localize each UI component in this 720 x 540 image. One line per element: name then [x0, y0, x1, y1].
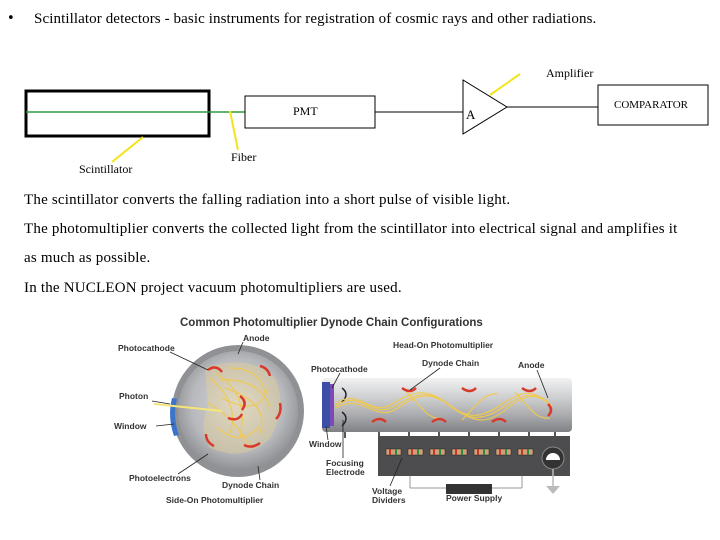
- photon-label: Photon: [119, 391, 149, 401]
- voltage-dividers: [386, 449, 533, 455]
- amplifier-symbol: A: [466, 107, 476, 122]
- power-supply-label: Power Supply: [446, 493, 503, 503]
- ground-icon: [546, 486, 560, 494]
- side-on-pmt: [114, 333, 304, 505]
- paragraph-nucleon: In the NUCLEON project vacuum photomultipliers are used.: [24, 280, 402, 296]
- side-on-window-label: Window: [114, 421, 147, 431]
- head-on-photocathode-label: Photocathode: [311, 364, 368, 374]
- comparator-label: COMPARATOR: [614, 99, 688, 111]
- side-on-dynode-chain-label: Dynode Chain: [222, 480, 280, 490]
- figure-title: Common Photomultiplier Dynode Chain Configurations: [180, 317, 483, 329]
- side-on-photocathode-label: Photocathode: [118, 343, 175, 353]
- amplifier-pointer: [490, 74, 520, 95]
- photoelectrons-label: Photoelectrons: [129, 473, 191, 483]
- bullet: •: [7, 11, 15, 26]
- divider-board: [378, 436, 570, 476]
- focusing-electrode-label: Focusing Electrode: [326, 458, 365, 477]
- head-on-anode-label: Anode: [518, 360, 545, 370]
- head-on-pmt: [309, 340, 572, 505]
- photomultiplier-figure: [110, 308, 582, 510]
- paragraph-scintillator: The scintillator converts the falling radiation into a short pulse of visible light.: [24, 192, 511, 208]
- pmt-label: PMT: [293, 104, 318, 118]
- slide-heading: Scintillator detectors - basic instruments for registration of cosmic rays and other radiations.: [34, 11, 597, 27]
- head-on-caption: Head-On Photomultiplier: [393, 340, 494, 350]
- head-on-window: [322, 382, 330, 428]
- head-on-window-label: Window: [309, 439, 342, 449]
- detector-schematic: [0, 0, 720, 185]
- amplifier-label: Amplifier: [546, 66, 594, 80]
- fiber-pointer: [230, 111, 238, 150]
- paragraph-amplify: as much as possible.: [24, 250, 151, 266]
- side-on-caption: Side-On Photomultiplier: [166, 495, 264, 505]
- scintillator-label: Scintillator: [79, 162, 133, 176]
- paragraph-photomultiplier: The photomultiplier converts the collected light from the scintillator into electrical signal and amplifies it: [24, 221, 678, 237]
- side-on-anode-label: Anode: [243, 333, 270, 343]
- scintillator-box: [26, 91, 209, 136]
- fiber-label: Fiber: [231, 150, 257, 164]
- scintillator-pointer: [112, 137, 143, 162]
- head-on-dynode-chain-label: Dynode Chain: [422, 358, 480, 368]
- voltage-dividers-label: Voltage Dividers: [372, 486, 406, 505]
- head-on-photocathode: [330, 384, 334, 426]
